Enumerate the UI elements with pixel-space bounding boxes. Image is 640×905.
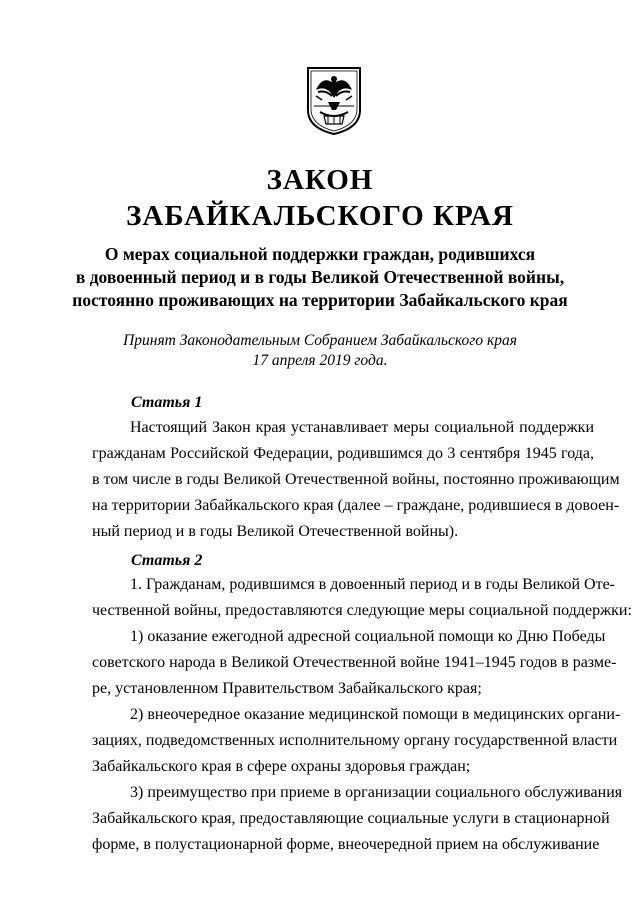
text-line: форме, в полустационарной форме, внеочередной прием на обслуживание [92,836,600,853]
text-line: ный период и в годы Великой Отечественной войны). [92,523,459,540]
article-1-heading: Статья 1 [131,394,203,411]
text-line: Забайкальского края, предоставляющие социальные услуги в стационарной [92,810,610,827]
text-line: 1) оказание ежегодной адресной социальной помощи ко Дню Победы [130,628,606,645]
text-line: чественной войны, предоставляются следующие меры социальной поддержки: [92,602,632,619]
law-title: ЗАКОН [266,164,374,196]
law-title-region: ЗАБАЙКАЛЬСКОГО КРАЯ [126,200,514,232]
text-line: ре, установленном Правительством Забайкальского края; [92,680,482,697]
text-line: Настоящий Закон края устанавливает меры социальной поддержки [130,419,594,436]
law-subtitle [60,243,580,312]
subtitle-line: в довоенный период и в годы Великой Отечественной войны, [75,267,565,287]
text-line: 2) внеочередное оказание медицинской помощи в медицинских органи- [130,706,621,723]
text-line: гражданам Российской Федерации, родившимся до 3 сентября 1945 года, [92,445,594,462]
subtitle-line: постоянно проживающих на территории Забайкальского края [72,290,568,310]
text-line: на территории Забайкальского края (далее – граждане, родившиеся в довоен- [92,497,620,514]
text-line: зациях, подведомственных исполнительному органу государственной власти [92,732,618,749]
text-line: 1. Гражданам, родившимся в довоенный период и в годы Великой Оте- [130,576,616,593]
text-line: 3) преимущество при приеме в организации социального обслуживания [130,784,623,801]
text-line: советского народа в Великой Отечественной войне 1941–1945 годов в разме- [92,654,617,671]
subtitle-line: О мерах социальной поддержки граждан, родившихся [104,244,536,264]
coat-of-arms-icon [306,66,362,136]
adoption-note [60,331,580,371]
coat-of-arms-emblem [306,66,362,136]
text-line: Забайкальского края в сфере охраны здоровья граждан; [92,758,471,775]
text-line: в том числе в годы Великой Отечественной войны, постоянно проживающим [92,471,620,488]
article-2-heading: Статья 2 [131,552,203,569]
adoption-date: 17 апреля 2019 года. [252,352,388,369]
adoption-line: Принят Законодательным Собранием Забайкальского края [123,332,517,349]
